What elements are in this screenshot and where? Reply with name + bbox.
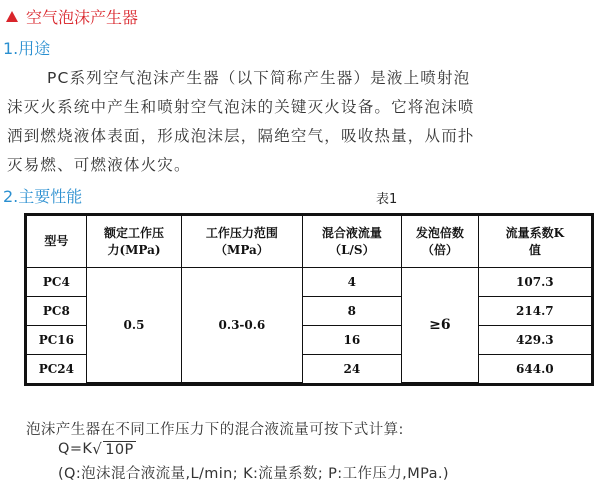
header-text-line: （L/S） (329, 242, 375, 257)
cell-flow: 8 (303, 297, 402, 326)
cell-pressure-range: 0.3-0.6 (182, 268, 302, 383)
header-text-line: 值 (528, 242, 541, 257)
cell-k: 107.3 (479, 268, 591, 297)
cell-k: 644.0 (516, 362, 554, 376)
page-heading (6, 5, 138, 28)
cell-flow: 4 (303, 268, 402, 297)
header-text-line: 额定工作压 (103, 225, 164, 240)
purpose-line: 灭易燃、可燃液体火灾。 (7, 156, 191, 174)
formula (58, 440, 136, 458)
table-label: 表1 (376, 192, 398, 207)
header-k-value (479, 216, 591, 268)
page-heading-text: 空气泡沫产生器 (26, 8, 139, 27)
purpose-paragraph (7, 64, 591, 180)
section-performance-title: 2.主要性能 (3, 187, 83, 206)
cell-flow: 16 (303, 326, 402, 355)
formula-legend: (Q:泡沫混合液流量,L/min; K:流量系数; P:工作压力,MPa.) (58, 466, 449, 482)
header-text-line: （MPa） (215, 242, 269, 257)
cell-k: 429.3 (479, 326, 591, 355)
cell-k: 214.7 (479, 297, 591, 326)
formula-lhs: Q=K (58, 441, 93, 457)
header-pressure-range (182, 216, 302, 268)
header-text-line: 发泡倍数 (415, 225, 464, 240)
section-purpose-title: 1.用途 (3, 39, 51, 58)
purpose-line: 沫灭火系统中产生和喷射空气泡沫的关键灭火设备。它将泡沫喷 (7, 98, 475, 116)
header-flow (303, 216, 402, 268)
cell-rated-pressure: 0.5 (87, 268, 182, 383)
header-expansion (402, 216, 479, 268)
header-text-line: 流量系数K (505, 225, 565, 240)
triangle-bullet-icon (6, 11, 18, 22)
cell-model: PC8 (27, 297, 87, 326)
purpose-line: 洒到燃烧液体表面，形成泡沫层，隔绝空气，吸收热量，从而扑 (7, 127, 475, 145)
sqrt-icon: √ (92, 440, 103, 458)
header-model-text: 型号 (44, 234, 69, 248)
table-row (27, 268, 591, 297)
header-text-line: 力(MPa) (107, 242, 161, 257)
header-model (27, 216, 87, 268)
cell-expansion: ≥6 (402, 268, 479, 383)
cell-model: PC24 (27, 355, 87, 383)
table-header-row (27, 216, 591, 268)
header-text-line: 工作压力范围 (205, 225, 278, 240)
spec-table (24, 213, 594, 386)
cell-model: PC4 (27, 268, 87, 297)
cell-flow: 24 (303, 355, 402, 383)
formula-radicand: 10P (105, 441, 134, 458)
header-text-line: 混合液流量 (321, 225, 382, 240)
header-text-line: （倍） (421, 242, 458, 257)
cell-model: PC16 (27, 326, 87, 355)
purpose-line: PC系列空气泡沫产生器（以下简称产生器）是液上喷射泡 (47, 69, 471, 87)
header-rated-pressure (87, 216, 182, 268)
formula-note: 泡沫产生器在不同工作压力下的混合液流量可按下式计算: (26, 422, 404, 438)
